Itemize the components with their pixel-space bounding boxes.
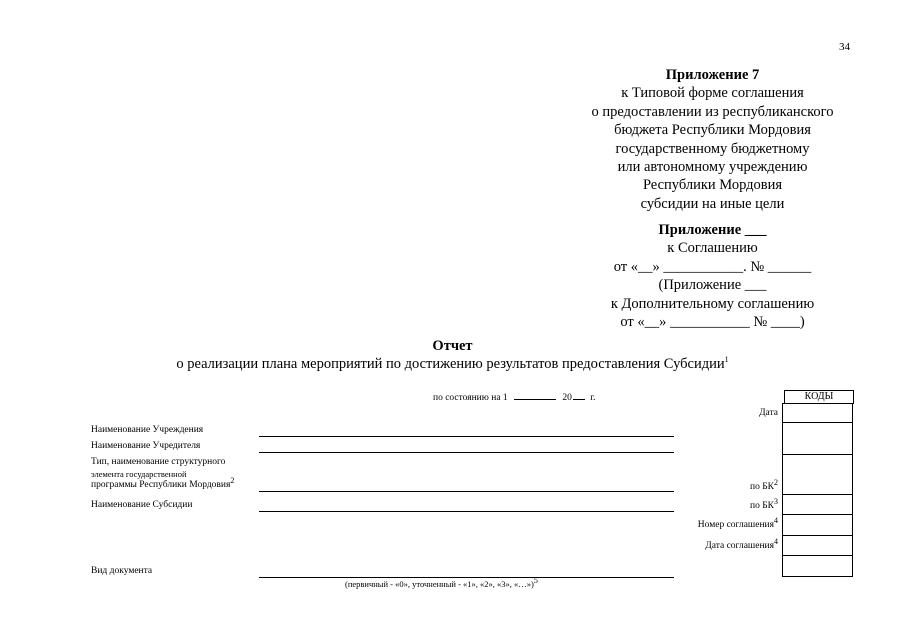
agreement-number-text: Номер соглашения <box>697 520 774 530</box>
structural-label-line: Тип, наименование структурного <box>91 457 226 467</box>
subsidy-label: Наименование Субсидии <box>91 500 193 510</box>
codes-divider <box>783 514 852 515</box>
doc-type-label: Вид документа <box>91 566 153 576</box>
founder-line[interactable] <box>259 452 674 453</box>
footnote-ref: 1 <box>724 355 729 365</box>
appendix-line: бюджета Республики Мордовия <box>614 122 811 139</box>
codes-header: КОДЫ <box>784 390 854 404</box>
codes-divider <box>783 555 852 556</box>
agreement-date-text: Дата соглашения <box>705 541 774 551</box>
bk1-label <box>680 477 778 492</box>
footnote-ref: 3 <box>774 496 778 506</box>
report-subtitle <box>0 356 905 373</box>
codes-divider <box>783 454 852 455</box>
agreement-line: к Дополнительному соглашению <box>610 295 815 312</box>
footnote-ref: 4 <box>774 536 778 546</box>
structural-label-line <box>91 475 235 492</box>
agreement-title: Приложение ___ <box>658 222 767 238</box>
appendix-line: к Типовой форме соглашения <box>621 85 804 102</box>
subsidy-line[interactable] <box>259 511 674 512</box>
codes-column <box>782 403 853 577</box>
appendix-header <box>560 66 865 213</box>
year-suffix: г. <box>590 393 596 403</box>
agreement-line: от «__» ___________ № ____) <box>620 314 805 331</box>
founder-label: Наименование Учредителя <box>91 441 201 451</box>
as-of-date <box>433 391 596 403</box>
page-number: 34 <box>839 41 850 53</box>
month-blank[interactable] <box>514 391 556 400</box>
codes-divider <box>783 422 852 423</box>
footnote-ref: 2 <box>774 477 778 487</box>
structural-label-text: программы Республики Мордовия <box>91 480 231 490</box>
agreement-line: от «__» ___________. № ______ <box>613 258 812 275</box>
doc-type-hint <box>345 576 538 589</box>
footnote-ref: 5 <box>533 576 538 586</box>
footnote-ref: 4 <box>774 515 778 525</box>
appendix-line: или автономному учреждению <box>617 159 808 176</box>
agreement-header <box>560 221 865 331</box>
codes-divider <box>783 535 852 536</box>
agreement-line: к Соглашению <box>667 240 758 257</box>
bk1-text: по БК <box>749 482 774 492</box>
appendix-line: государственному бюджетному <box>615 140 810 157</box>
structural-label-line: элемента государственной <box>91 468 187 479</box>
agreement-date-label <box>660 536 778 551</box>
agreement-number-label <box>660 515 778 530</box>
report-subtitle-text: о реализации плана мероприятий по достижению результатов предоставления Субсидии <box>176 356 725 372</box>
appendix-line: о предоставлении из республиканского <box>591 103 834 120</box>
structural-element-label <box>91 457 234 492</box>
year-blank[interactable] <box>573 391 585 400</box>
doc-type-hint-text: (первичный - «0», уточненный - «1», «2», «3», «…») <box>345 579 534 589</box>
as-of-prefix: по состоянию на 1 <box>433 393 508 403</box>
appendix-line: субсидии на иные цели <box>640 195 785 212</box>
footnote-ref: 2 <box>230 475 235 485</box>
agreement-line: (Приложение ___ <box>658 277 767 294</box>
bk2-label <box>680 496 778 511</box>
date-label: Дата <box>759 408 778 418</box>
appendix-title: Приложение 7 <box>665 67 760 83</box>
doc-type-line[interactable] <box>259 577 674 578</box>
codes-divider <box>783 494 852 495</box>
year-prefix: 20 <box>562 393 572 403</box>
report-title: Отчет <box>432 338 473 354</box>
bk2-text: по БК <box>749 501 774 511</box>
institution-label: Наименование Учреждения <box>91 425 204 435</box>
appendix-line: Республики Мордовия <box>642 177 783 194</box>
structural-element-line[interactable] <box>259 491 674 492</box>
institution-line[interactable] <box>259 436 674 437</box>
